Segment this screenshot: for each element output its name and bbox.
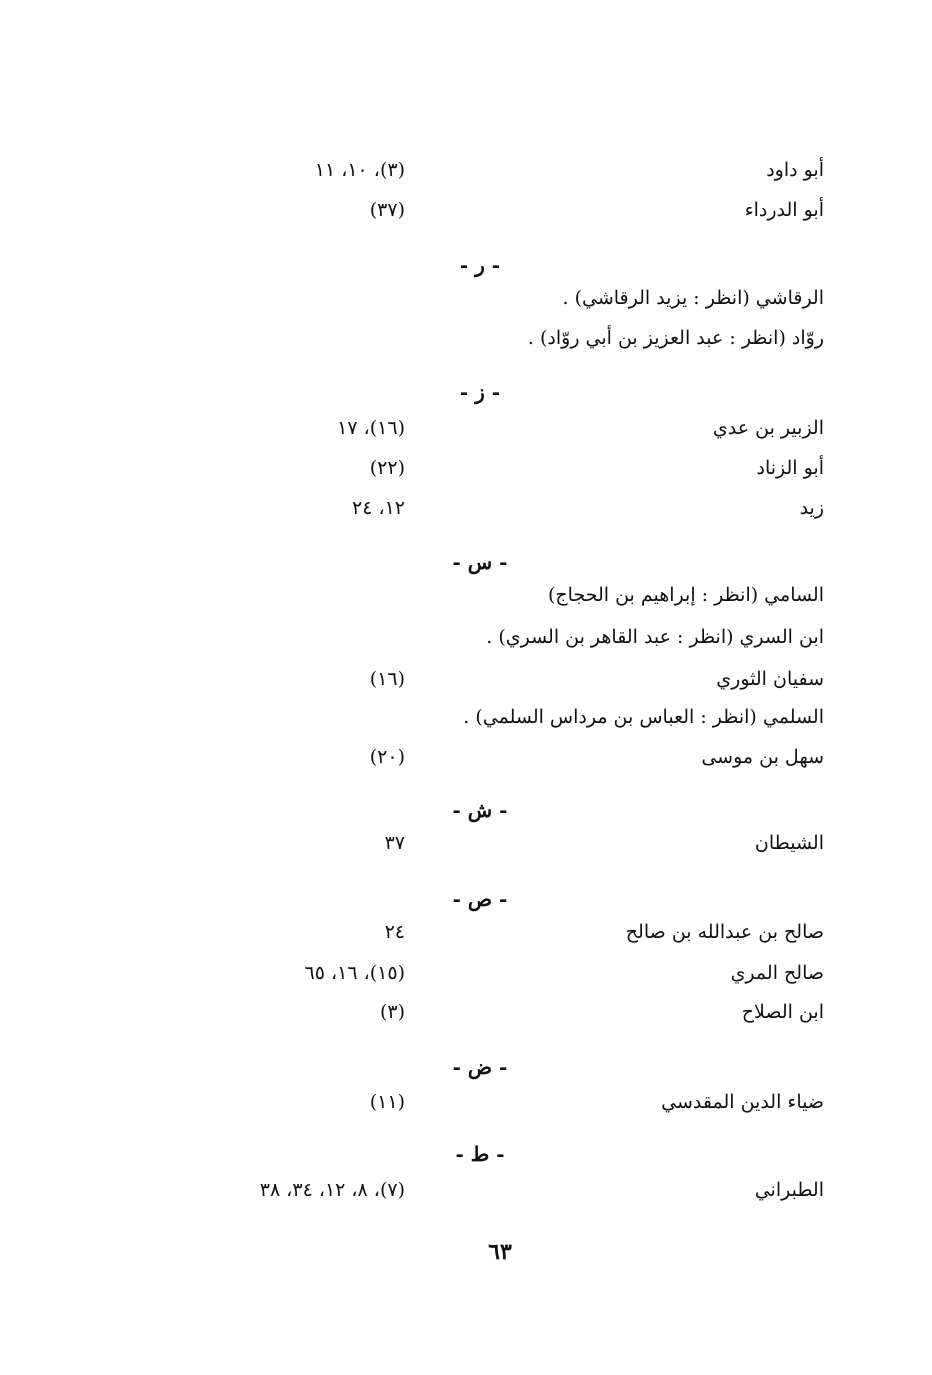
entry-refs: (٧)، ٨، ١٢، ٣٤، ٣٨	[259, 1179, 405, 1201]
index-entry	[0, 318, 932, 358]
index-entry	[0, 697, 932, 737]
index-entry	[0, 953, 932, 993]
entry-refs: (١١)	[369, 1091, 405, 1113]
index-entry	[0, 912, 932, 952]
entry-name: السلمي (انظر : العباس بن مرداس السلمي) .	[463, 706, 824, 728]
entry-refs: (١٦)	[369, 668, 405, 690]
index-entry	[0, 150, 932, 190]
entry-refs: (٣)	[379, 1001, 405, 1023]
index-entry	[0, 575, 932, 615]
entry-name: صالح بن عبدالله بن صالح	[625, 921, 824, 943]
index-entry	[0, 488, 932, 528]
entry-name: أبو داود	[766, 159, 824, 181]
page-number: ٦٣	[488, 1239, 512, 1265]
entry-name: الرقاشي (انظر : يزيد الرقاشي) .	[562, 287, 824, 309]
entry-name: سهل بن موسى	[701, 746, 824, 768]
section-letter-ra: - ر -	[459, 253, 501, 277]
entry-refs: ٣٧	[384, 832, 405, 854]
section-letter-shin: - ش -	[452, 798, 508, 822]
index-entry	[0, 278, 932, 318]
entry-name: السامي (انظر : إبراهيم بن الحجاج)	[547, 584, 824, 606]
entry-name: الطبراني	[754, 1179, 824, 1201]
entry-refs: (٣)، ١٠، ١١	[314, 159, 405, 181]
section-letter-sin: - س -	[452, 550, 508, 574]
section-letter-dad: - ض -	[452, 1055, 508, 1079]
entry-name: الزبير بن عدي	[712, 417, 824, 439]
index-entry	[0, 823, 932, 863]
entry-name: صالح المري	[730, 962, 824, 984]
entry-refs: (١٦)، ١٧	[337, 417, 405, 439]
index-entry	[0, 737, 932, 777]
index-entry	[0, 448, 932, 488]
index-entry	[0, 1082, 932, 1122]
section-letter-ta: - ط -	[455, 1142, 505, 1166]
entry-refs: ٢٤	[384, 921, 405, 943]
index-entry	[0, 408, 932, 448]
entry-name: سفيان الثوري	[716, 668, 824, 690]
entry-refs: (٢٠)	[369, 746, 405, 768]
index-entry	[0, 1170, 932, 1210]
entry-name: أبو الزناد	[756, 457, 824, 479]
index-entry	[0, 659, 932, 699]
entry-name: زيد	[799, 497, 824, 519]
entry-name: الشيطان	[754, 832, 824, 854]
section-letter-sad: - ص -	[452, 887, 508, 911]
index-entry	[0, 190, 932, 230]
index-entry	[0, 617, 932, 657]
entry-name: ضياء الدين المقدسي	[661, 1091, 824, 1113]
section-letter-zay: - ز -	[459, 380, 501, 404]
entry-name: ابن السري (انظر : عبد القاهر بن السري) .	[486, 626, 824, 648]
entry-refs: (١٥)، ١٦، ٦٥	[304, 962, 405, 984]
entry-name: ابن الصلاح	[741, 1001, 824, 1023]
entry-refs: ١٢، ٢٤	[351, 497, 405, 519]
entry-name: أبو الدرداء	[744, 199, 824, 221]
entry-name: روّاد (انظر : عبد العزيز بن أبي روّاد) .	[527, 327, 824, 349]
entry-refs: (٢٢)	[369, 457, 405, 479]
entry-refs: (٣٧)	[369, 199, 405, 221]
index-entry	[0, 992, 932, 1032]
